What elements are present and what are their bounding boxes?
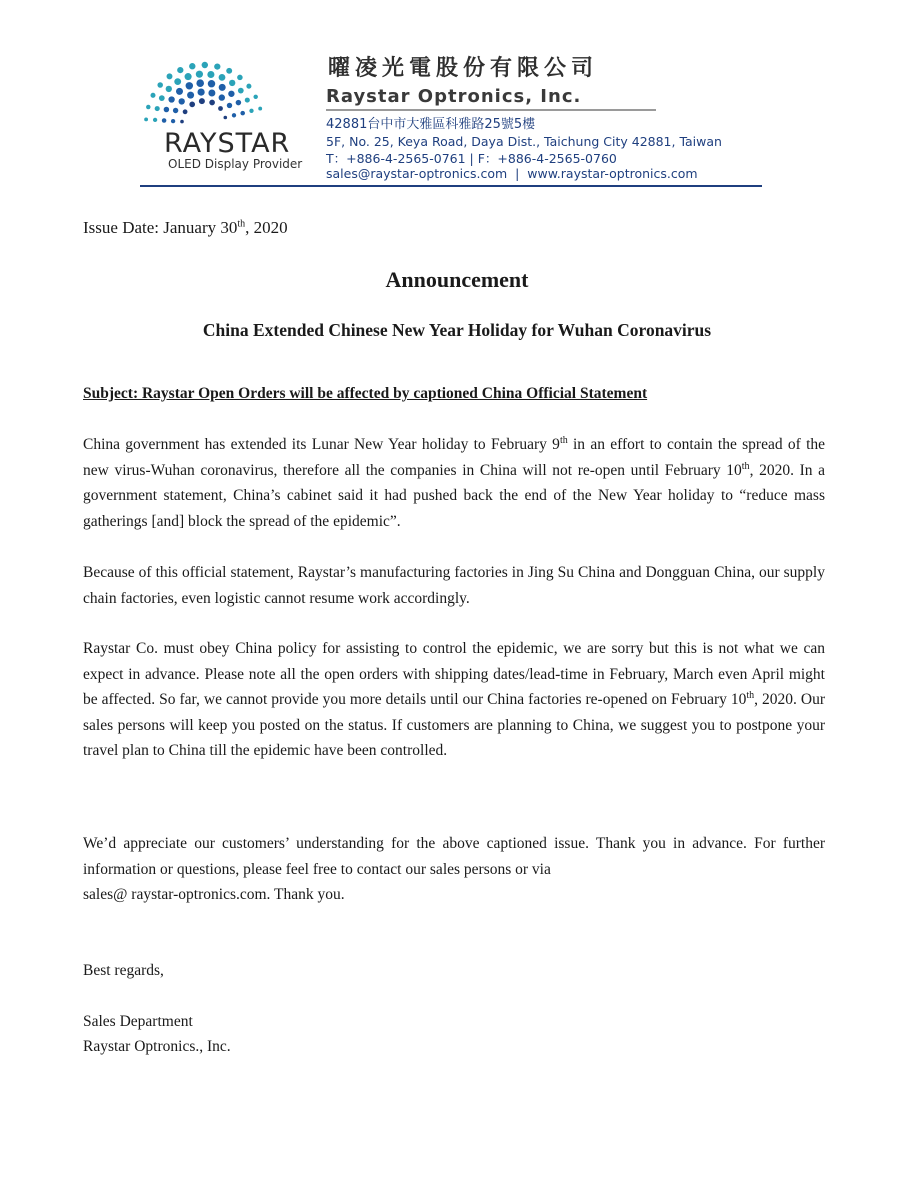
website-link[interactable]: www.raystar-optronics.com — [527, 166, 698, 181]
logo-dot — [186, 82, 193, 89]
logo-dot — [150, 93, 155, 98]
logo-dot — [199, 98, 205, 104]
logo-dot — [253, 95, 257, 99]
letterhead-divider — [140, 185, 762, 187]
logo-dot — [236, 100, 241, 105]
closing: Best regards, — [83, 962, 164, 979]
logo-dot — [202, 62, 208, 68]
logo-dot — [214, 63, 220, 69]
paragraph-open-orders: Raystar Co. must obey China policy for assisting to control the epidemic, we are sorry but this is not what we can expect in advance. Please note all the open orders with shipping dates/lead-time in February, March even April might be affected. So far, we cannot provide you more details until our China factories re-opened on February 10th, 2020. Our sales persons will keep you posted on the status. If customers are planning to China, we suggest you to postpone your travel plan to China till the epidemic have been controlled. — [83, 640, 825, 759]
logo-dot — [177, 67, 183, 73]
logo-dot — [162, 118, 167, 123]
logo-dot — [219, 84, 226, 91]
logo-dot — [198, 89, 205, 96]
logo-dot — [232, 113, 236, 117]
logo-dot — [207, 71, 214, 78]
company-name-underline — [326, 109, 656, 111]
logo-dot — [258, 107, 262, 111]
company-name-chinese: 曜凌光電股份有限公司 — [328, 56, 599, 81]
contact-line — [326, 166, 698, 182]
letterhead — [140, 55, 764, 189]
logo-dot — [164, 107, 169, 112]
logo-dot — [153, 118, 157, 122]
contact-separator: | — [515, 166, 520, 181]
logo-dot — [219, 74, 226, 81]
logo-tagline: OLED Display Provider — [168, 157, 303, 171]
logo-dot — [187, 92, 194, 99]
phone-fax: T：+886-4-2565-0761 | F：+886-4-2565-0760 — [326, 151, 617, 166]
logo-dot — [227, 103, 232, 108]
logo-dot — [173, 108, 178, 113]
signature-company: Raystar Optronics., Inc. — [83, 1038, 231, 1055]
logo-dot — [209, 100, 215, 106]
sales-email-text: sales@ raystar-optronics.com. Thank you. — [83, 886, 345, 903]
logo-dot — [174, 78, 181, 85]
logo-dot — [176, 88, 183, 95]
paragraph-appreciation: We’d appreciate our customers’ understanding for the above captioned issue. Thank you in advance. For further information or questions, please feel free to contact our sales persons or via sales@ raystar-optronics.com. Thank you. — [83, 831, 825, 908]
logo-dot — [224, 116, 228, 120]
logo-dot — [146, 105, 150, 109]
logo-dot — [226, 68, 232, 74]
logo-wordmark: RAYSTAR — [164, 128, 291, 159]
issue-date: Issue Date: January 30th, 2020 — [83, 218, 288, 237]
logo-dot — [180, 120, 184, 124]
logo-dot — [218, 106, 223, 111]
logo-dot — [229, 80, 235, 86]
signature — [83, 1009, 825, 1059]
logo-dot — [219, 94, 225, 100]
email-link[interactable]: sales@raystar-optronics.com — [326, 166, 508, 181]
company-logo — [140, 55, 320, 180]
logo-dot — [196, 79, 204, 87]
subject-line: Subject: Raystar Open Orders will be affected by captioned China Official Statement — [83, 385, 648, 402]
logo-dot — [249, 109, 253, 113]
logo-dot — [155, 106, 160, 111]
address-english: 5F, No. 25, Keya Road, Daya Dist., Taichung City 42881, Taiwan — [326, 134, 722, 149]
logo-dot — [157, 82, 163, 88]
logo-dot — [168, 96, 174, 102]
logo-dot — [167, 73, 173, 79]
logo-dot — [237, 75, 243, 81]
logo-dot — [246, 84, 251, 89]
logo-dot — [189, 102, 195, 108]
logo-dot — [144, 117, 148, 121]
logo-dot — [189, 63, 195, 69]
logo-dot — [166, 86, 172, 92]
logo-dot — [238, 88, 244, 94]
paragraph-factories: Because of this official statement, Raystar’s manufacturing factories in Jing Su China and Dongguan China, our supply chain factories, even logistic cannot resume work accordingly. — [83, 564, 825, 607]
logo-dot — [185, 73, 192, 80]
company-name-english: Raystar Optronics, Inc. — [326, 86, 582, 107]
logo-dot — [245, 98, 250, 103]
logo-dot — [171, 119, 175, 123]
logo-dot — [183, 109, 188, 114]
logo-dot — [240, 111, 245, 116]
paragraph-holiday-extension: China government has extended its Lunar New Year holiday to February 9th in an effort to contain the spread of the new virus-Wuhan coronavirus, therefore all the companies in China will not re-open until February 10th, 2020. In a government statement, China’s cabinet said it had pushed back the end of the New Year holiday to “reduce mass gatherings [and] block the spread of the epidemic”. — [83, 434, 825, 530]
logo-dot — [196, 71, 203, 78]
logo-dot — [228, 91, 234, 97]
logo-dot — [179, 98, 185, 104]
logo-dot — [159, 95, 165, 101]
address-chinese: 42881台中市大雅區科雅路25號5樓 — [326, 117, 536, 132]
document-subtitle: China Extended Chinese New Year Holiday for Wuhan Coronavirus — [202, 320, 712, 340]
document-title: Announcement — [385, 267, 529, 292]
logo-dot — [208, 90, 215, 97]
logo-dot — [208, 80, 215, 87]
signature-department: Sales Department — [83, 1013, 193, 1030]
